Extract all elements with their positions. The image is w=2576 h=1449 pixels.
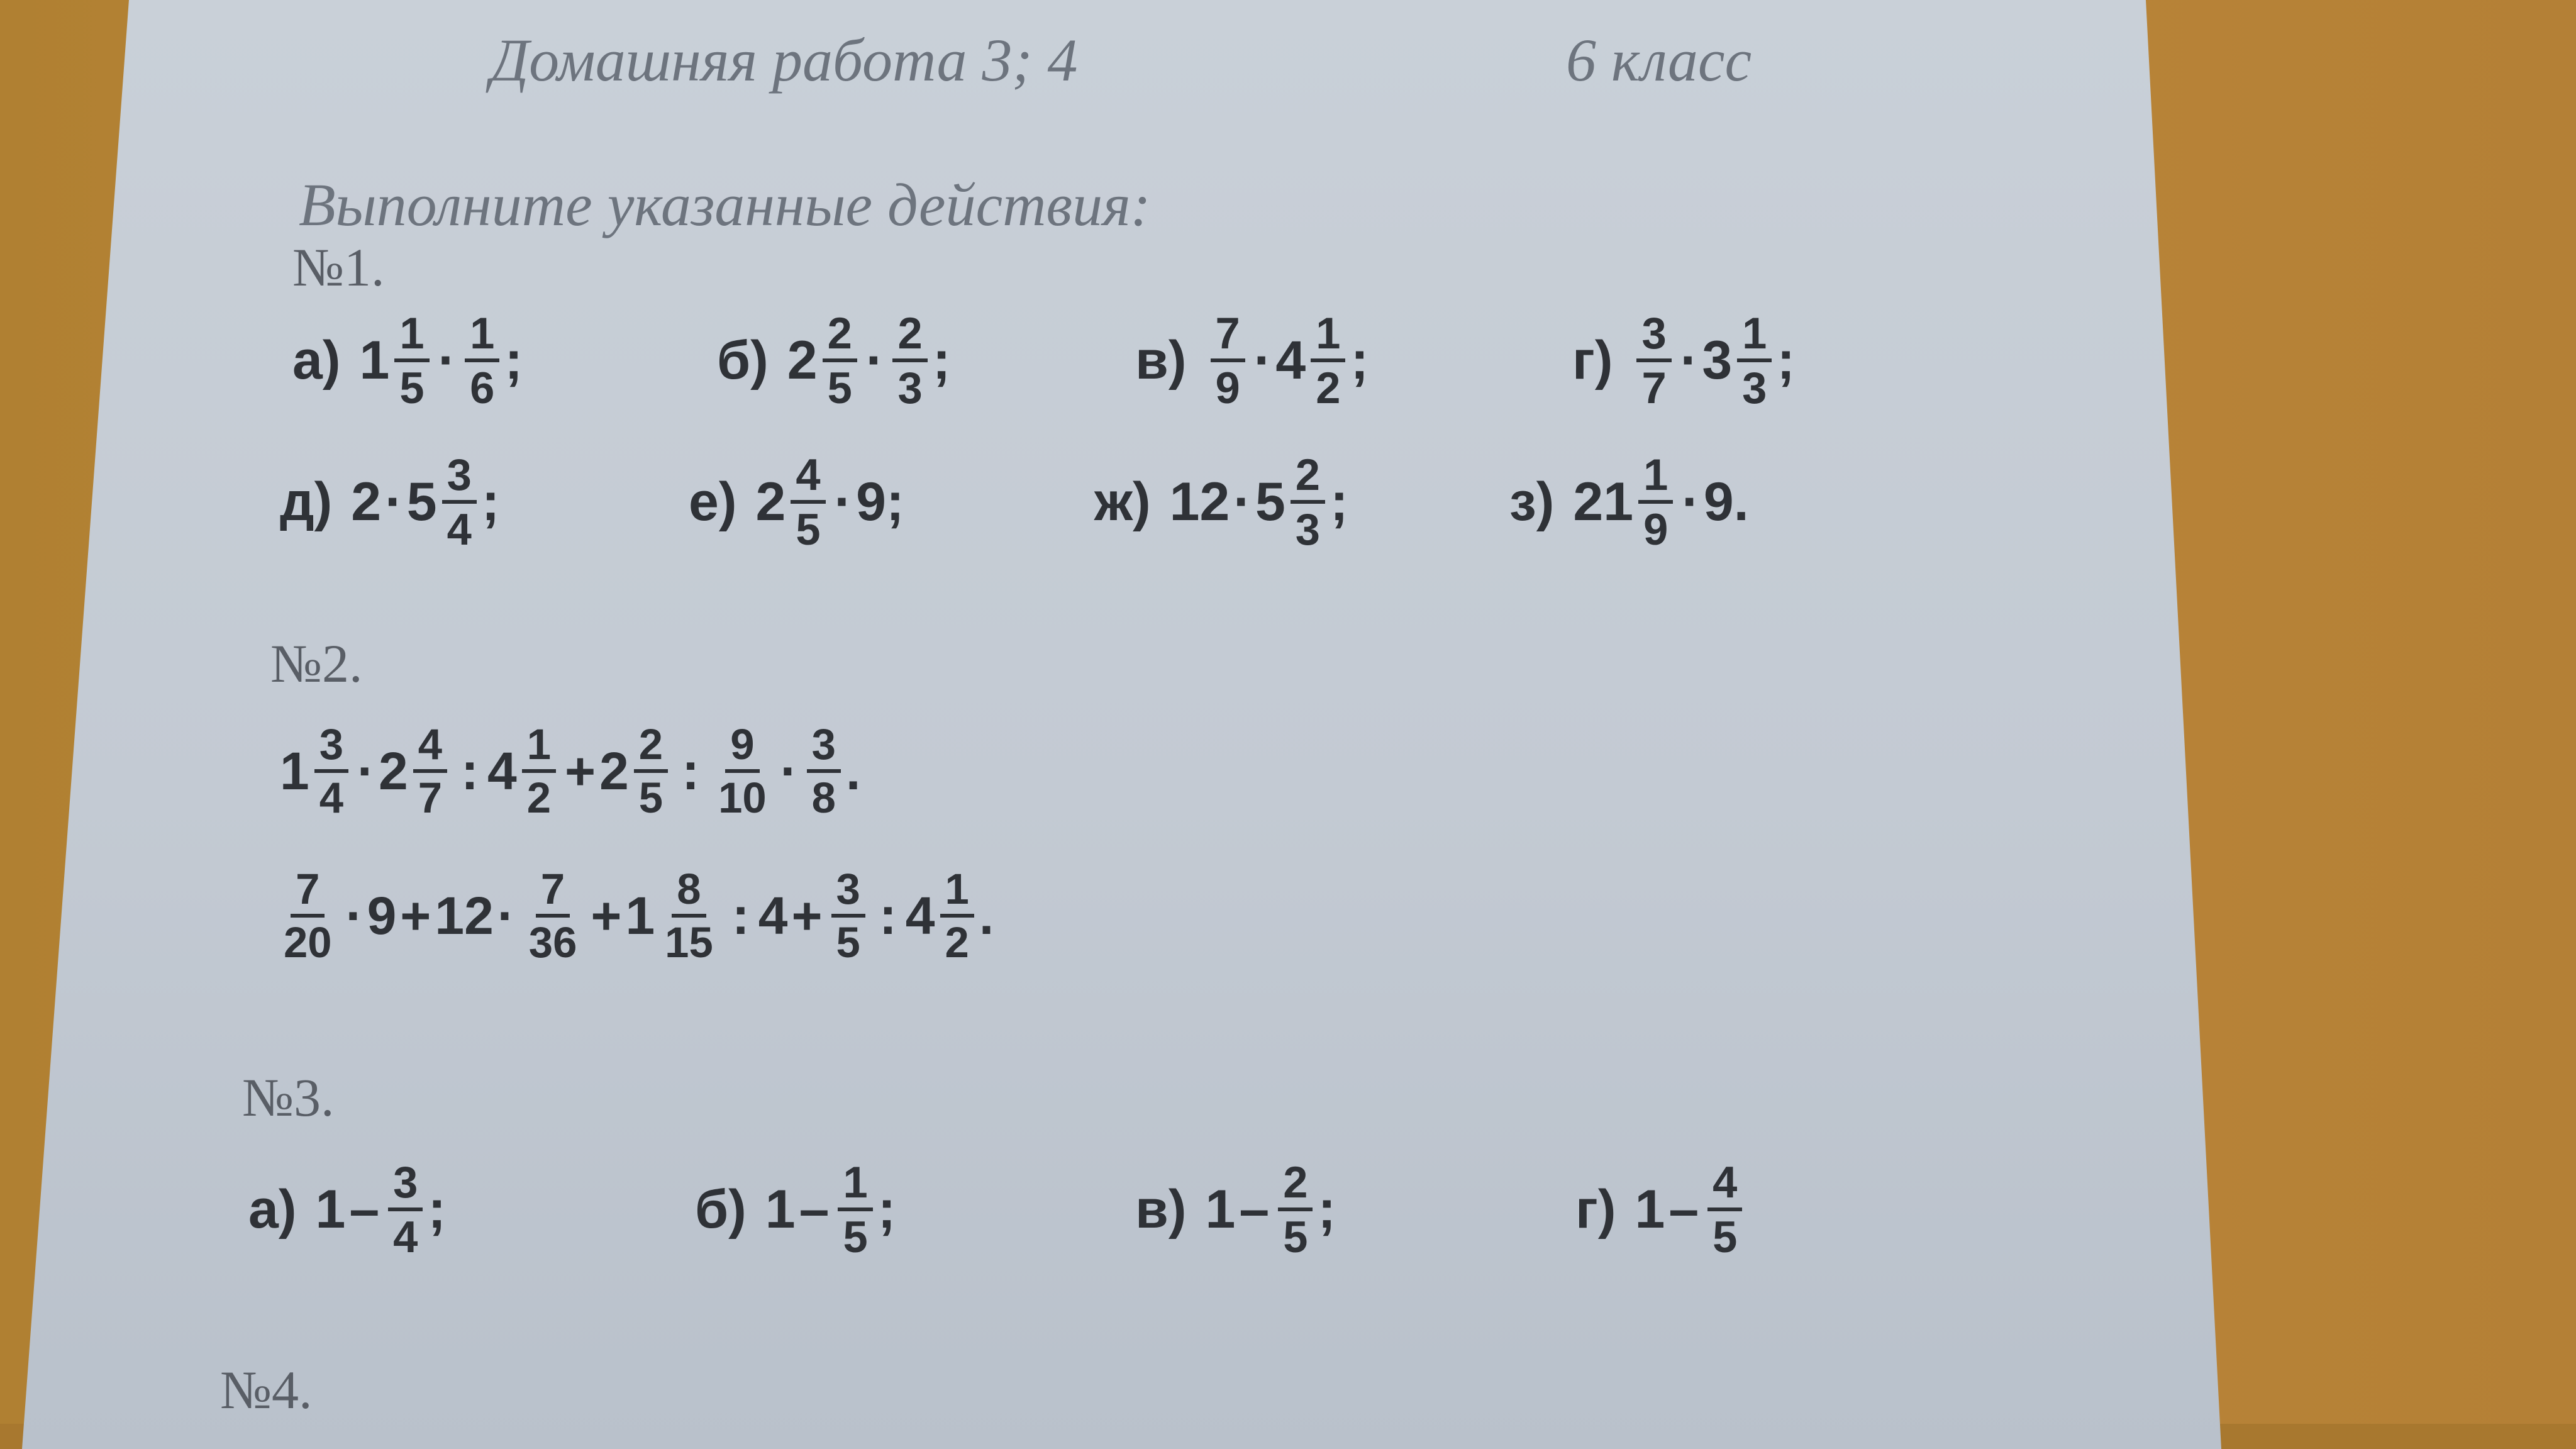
numerator: 4 [413,723,447,773]
operator: · [1233,472,1252,533]
fraction [1638,450,1673,554]
number: 12 [1169,472,1230,533]
punctuation: . [979,886,994,946]
instruction-text: Выполните указанные действия: [299,171,1151,238]
punctuation: ; [504,330,523,391]
numerator: 1 [838,1160,872,1211]
whole-number: 2 [599,741,629,801]
numerator: 1 [1737,311,1772,362]
denominator: 5 [836,918,860,967]
item-label: а) [292,330,341,391]
operator: – [799,1179,830,1240]
item-label: г) [1575,1179,1616,1240]
denominator: 36 [528,918,577,967]
fraction [791,450,825,554]
fraction [279,865,337,967]
number: 4 [758,886,788,946]
numerator: 2 [823,311,857,362]
item-label: в) [1135,330,1187,391]
task-1-item-zh [1094,450,1348,554]
task-1-item-z [1509,450,1749,554]
number: 1 [1635,1179,1665,1240]
fraction [1737,308,1772,413]
denominator: 4 [319,773,344,822]
numerator: 1 [465,311,499,362]
task-1-item-b [717,308,951,413]
operator: · [780,741,798,801]
item-label: б) [717,330,769,391]
number: 9 [1703,472,1734,533]
task-1-item-e [689,450,904,554]
numerator: 3 [831,868,865,918]
whole-number: 3 [1702,330,1733,391]
operator: · [834,472,853,533]
punctuation: ; [1777,330,1796,391]
denominator: 2 [1316,362,1341,413]
denominator: 15 [665,918,713,967]
grade-label: 6 класс [1566,26,1752,94]
task-2-expression-2 [274,865,994,967]
number: 1 [1205,1179,1236,1240]
number: 2 [351,472,382,533]
operator: · [345,886,364,946]
fraction [838,1157,872,1262]
task-3-item-a [248,1157,447,1262]
fraction [522,720,556,822]
number: 12 [435,886,494,946]
item-label: з) [1509,472,1555,533]
fraction [1707,1157,1742,1262]
task-1-item-v [1135,308,1369,413]
denominator: 3 [897,362,923,413]
numerator: 2 [1291,453,1325,504]
item-label: г) [1572,330,1613,391]
task-4-number: №4. [220,1360,313,1420]
fraction [713,720,772,822]
numerator: 1 [1311,311,1345,362]
denominator: 2 [945,918,969,967]
whole-number: 5 [406,472,437,533]
fraction [831,865,865,967]
denominator: 4 [447,504,472,554]
operator: – [1668,1179,1699,1240]
numerator: 3 [442,453,477,504]
denominator: 20 [284,918,332,967]
operator: · [1682,472,1700,533]
fraction [892,308,927,413]
whole-number: 2 [787,330,818,391]
fraction [1636,308,1671,413]
denominator: 7 [1641,362,1667,413]
whole-number: 1 [359,330,390,391]
numerator: 1 [394,311,429,362]
denominator: 3 [1742,362,1767,413]
task-2-number: №2. [270,633,363,694]
number: 9 [367,886,397,946]
punctuation: ; [428,1179,447,1240]
denominator: 5 [796,504,821,554]
operator: : [879,886,897,946]
denominator: 3 [1295,504,1320,554]
whole-number: 4 [1275,330,1306,391]
operator: · [865,330,884,391]
numerator: 1 [940,868,974,918]
operator: · [1680,330,1699,391]
operator: + [791,886,823,946]
fraction [823,308,857,413]
operator: + [591,886,622,946]
punctuation: ; [1318,1179,1336,1240]
whole-number: 4 [905,886,935,946]
operator: · [497,886,515,946]
denominator: 7 [418,773,443,822]
number: 1 [315,1179,346,1240]
punctuation: ; [877,1179,896,1240]
denominator: 8 [811,773,836,822]
fraction [413,720,447,822]
homework-title: Домашняя работа 3; 4 [491,26,1078,94]
denominator: 5 [843,1211,868,1262]
numerator: 2 [892,311,927,362]
task-3-item-v [1135,1157,1336,1262]
whole-number: 2 [755,472,786,533]
numerator: 7 [536,868,570,918]
punctuation: . [1733,472,1749,533]
numerator: 8 [672,868,706,918]
denominator: 9 [1643,504,1668,554]
numerator: 1 [1638,453,1673,504]
punctuation: ; [1350,330,1369,391]
operator: : [461,741,479,801]
fraction [1311,308,1345,413]
fraction [388,1157,423,1262]
denominator: 9 [1215,362,1240,413]
punctuation: . [845,741,861,801]
task-1-item-g [1572,308,1796,413]
punctuation: ; [481,472,500,533]
item-label: д) [280,472,333,533]
fraction [465,308,499,413]
whole-number: 2 [379,741,408,801]
numerator: 9 [725,723,759,773]
denominator: 5 [827,362,852,413]
fraction [940,865,974,967]
denominator: 5 [1713,1211,1738,1262]
item-label: б) [695,1179,747,1240]
fraction [1291,450,1325,554]
numerator: 7 [1211,311,1245,362]
task-1-number: №1. [292,237,385,297]
numerator: 3 [314,723,348,773]
operator: + [400,886,431,946]
item-label: в) [1135,1179,1187,1240]
numerator: 7 [291,868,325,918]
task-3-item-g [1575,1157,1747,1262]
operator: · [357,741,375,801]
numerator: 2 [634,723,668,773]
whole-number: 1 [280,741,309,801]
fraction [442,450,477,554]
operator: · [1253,330,1272,391]
operator: – [1239,1179,1270,1240]
denominator: 2 [526,773,552,822]
operator: + [565,741,596,801]
whole-number: 1 [625,886,655,946]
task-1-item-d [280,450,500,554]
denominator: 5 [399,362,425,413]
item-label: а) [248,1179,297,1240]
operator: · [385,472,403,533]
operator: · [438,330,457,391]
fraction [314,720,348,822]
fraction [394,308,429,413]
fraction [1211,308,1245,413]
task-2-expression-1 [280,720,861,822]
operator: – [349,1179,380,1240]
numerator: 1 [522,723,556,773]
whole-number: 4 [487,741,517,801]
task-3-number: №3. [242,1067,335,1128]
fraction [1278,1157,1313,1262]
fraction [660,865,718,967]
item-label: е) [689,472,737,533]
fraction [524,865,582,967]
denominator: 10 [718,773,767,822]
operator: : [682,741,700,801]
punctuation: ; [1330,472,1348,533]
whole-number: 5 [1255,472,1285,533]
task-3-item-b [695,1157,896,1262]
denominator: 6 [470,362,495,413]
fraction [634,720,668,822]
numerator: 3 [807,723,841,773]
denominator: 4 [393,1211,418,1262]
numerator: 4 [1707,1160,1742,1211]
operator: : [731,886,750,946]
punctuation: ; [886,472,904,533]
numerator: 2 [1278,1160,1313,1211]
number: 1 [765,1179,796,1240]
punctuation: ; [932,330,951,391]
denominator: 5 [638,773,663,822]
numerator: 3 [388,1160,423,1211]
number: 9 [856,472,887,533]
whole-number: 21 [1573,472,1634,533]
denominator: 5 [1283,1211,1308,1262]
item-label: ж) [1094,472,1151,533]
numerator: 4 [791,453,825,504]
fraction [807,720,841,822]
numerator: 3 [1636,311,1671,362]
task-1-item-a [292,308,523,413]
